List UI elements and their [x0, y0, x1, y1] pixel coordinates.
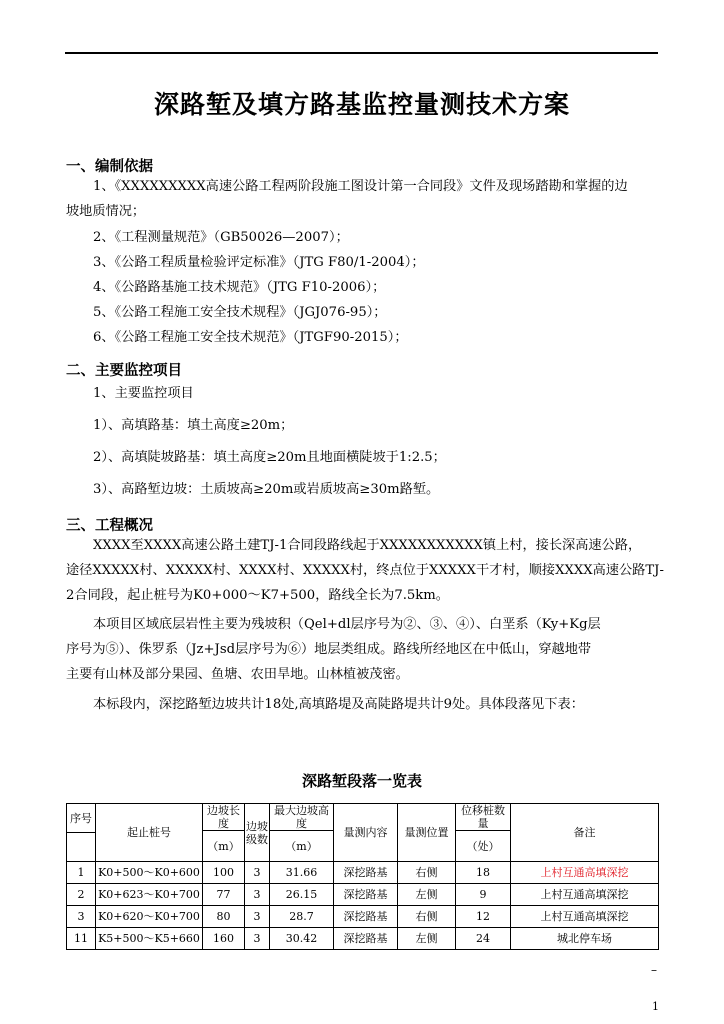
cell-stake-count: 9 [456, 884, 511, 906]
header-seq: 序号 [67, 804, 96, 833]
section-heading-overview: 三、工程概况 [66, 518, 153, 534]
basis-item: 1、《XXXXXXXXX高速公路工程两阶段施工图设计第一合同段》文件及现场踏勘和掌握的边 [93, 179, 628, 194]
monitoring-item: 1）、高填路基：填土高度≥20m； [93, 418, 294, 433]
overview-line: XXXX至XXXX高速公路土建TJ-1合同段路线起于XXXXXXXXXXX镇上村，接长深高速公路， [93, 538, 642, 553]
cell-remark: 上村互通高填深挖 [511, 884, 659, 906]
basis-item: 4、《公路路基施工技术规范》（JTG F10-2006）； [93, 280, 386, 295]
cell-range: K5+500～K5+660 [96, 928, 203, 950]
basis-item: 3、《公路工程质量检验评定标准》（JTG F80/1-2004）； [93, 255, 425, 270]
header-slope-grade: 边坡级数 [245, 804, 270, 862]
cell-range: K0+500～K0+600 [96, 862, 203, 884]
cell-seq: 2 [67, 884, 96, 906]
basis-item: 5、《公路工程施工安全技术规程》（JGJ076-95）； [93, 305, 387, 320]
cell-content: 深挖路基 [334, 862, 398, 884]
cell-slope-length: 160 [203, 928, 245, 950]
table-title: 深路堑段落一览表 [301, 772, 422, 790]
monitoring-item: 2）、高填陡坡路基：填土高度≥20m且地面横陡坡于1:2.5； [93, 450, 446, 465]
monitoring-item: 1、主要监控项目 [93, 386, 194, 401]
cell-content: 深挖路基 [334, 884, 398, 906]
cell-position: 左侧 [398, 928, 456, 950]
footer-mark: – [651, 963, 657, 977]
header-stake-unit: （处） [456, 831, 511, 862]
cell-seq: 1 [67, 862, 96, 884]
cell-remark: 城北停车场 [511, 928, 659, 950]
cell-range: K0+623～K0+700 [96, 884, 203, 906]
section-heading-monitoring: 二、主要监控项目 [66, 363, 182, 379]
table-row [67, 928, 659, 950]
header-stake-count: 位移桩数量 [456, 804, 511, 831]
cell-slope-length: 77 [203, 884, 245, 906]
header-rule [65, 52, 658, 54]
header-content: 量测内容 [334, 804, 398, 862]
cell-slope-grade: 3 [245, 884, 270, 906]
overview-line: 主要有山林及部分果园、鱼塘、农田旱地。山林植被茂密。 [66, 667, 409, 682]
cell-stake-count: 18 [456, 862, 511, 884]
header-slope-length: 边坡长度 [203, 804, 245, 831]
cell-position: 右侧 [398, 906, 456, 928]
cell-content: 深挖路基 [334, 906, 398, 928]
cell-content: 深挖路基 [334, 928, 398, 950]
page-number: 1 [652, 1000, 659, 1013]
cell-max-height: 26.15 [270, 884, 334, 906]
cell-remark: 上村互通高填深挖 [511, 906, 659, 928]
cell-max-height: 31.66 [270, 862, 334, 884]
cell-position: 左侧 [398, 884, 456, 906]
overview-line: 本标段内，深挖路堑边坡共计18处,高填路堤及高陡路堤共计9处。具体段落见下表： [93, 697, 584, 712]
cell-slope-grade: 3 [245, 928, 270, 950]
cell-slope-length: 80 [203, 906, 245, 928]
document-title: 深路堑及填方路基监控量测技术方案 [153, 90, 570, 119]
overview-line: 本项目区域底层岩性主要为残坡积（Qel+dl层序号为②、③、④）、白垩系（Ky+Kg层 [93, 617, 601, 632]
table-row [67, 884, 659, 906]
cell-max-height: 28.7 [270, 906, 334, 928]
cell-stake-count: 12 [456, 906, 511, 928]
cell-slope-grade: 3 [245, 862, 270, 884]
basis-item: 6、《公路工程施工安全技术规范》（JTGF90-2015）； [93, 330, 408, 345]
header-remark: 备注 [511, 804, 659, 862]
overview-line: 序号为⑤）、侏罗系（Jz+Jsd层序号为⑥）地层类组成。路线所经地区在中低山，穿越地带 [66, 642, 592, 657]
header-slope-length-unit: （m） [203, 831, 245, 862]
cell-seq: 11 [67, 928, 96, 950]
cell-max-height: 30.42 [270, 928, 334, 950]
header-max-height-unit: （m） [270, 831, 334, 862]
cell-slope-grade: 3 [245, 906, 270, 928]
section-heading-basis: 一、编制依据 [66, 159, 153, 175]
cell-position: 右侧 [398, 862, 456, 884]
deep-cut-table [66, 803, 659, 950]
cell-remark-highlight: 上村互通高填深挖 [511, 862, 659, 884]
cell-stake-count: 24 [456, 928, 511, 950]
table-row [67, 906, 659, 928]
table-row [67, 862, 659, 884]
header-range: 起止桩号 [96, 804, 203, 862]
basis-item: 2、《工程测量规范》（GB50026—2007）； [93, 230, 349, 245]
overview-line: 2合同段，起止桩号为K0+000～K7+500，路线全长为7.5km。 [66, 588, 449, 603]
cell-slope-length: 100 [203, 862, 245, 884]
cell-seq: 3 [67, 906, 96, 928]
header-max-height: 最大边坡高度 [270, 804, 334, 831]
header-seq-blank [67, 833, 96, 862]
basis-item: 坡地质情况； [66, 204, 146, 219]
cell-range: K0+620～K0+700 [96, 906, 203, 928]
overview-line: 途径XXXXX村、XXXXX村、XXXX村、XXXXX村，终点位于XXXXX干才村，顺接XXXX高速公路TJ- [66, 563, 664, 578]
header-position: 量测位置 [398, 804, 456, 862]
monitoring-item: 3）、高路堑边坡：土质坡高≥20m或岩质坡高≥30m路堑。 [93, 482, 440, 497]
